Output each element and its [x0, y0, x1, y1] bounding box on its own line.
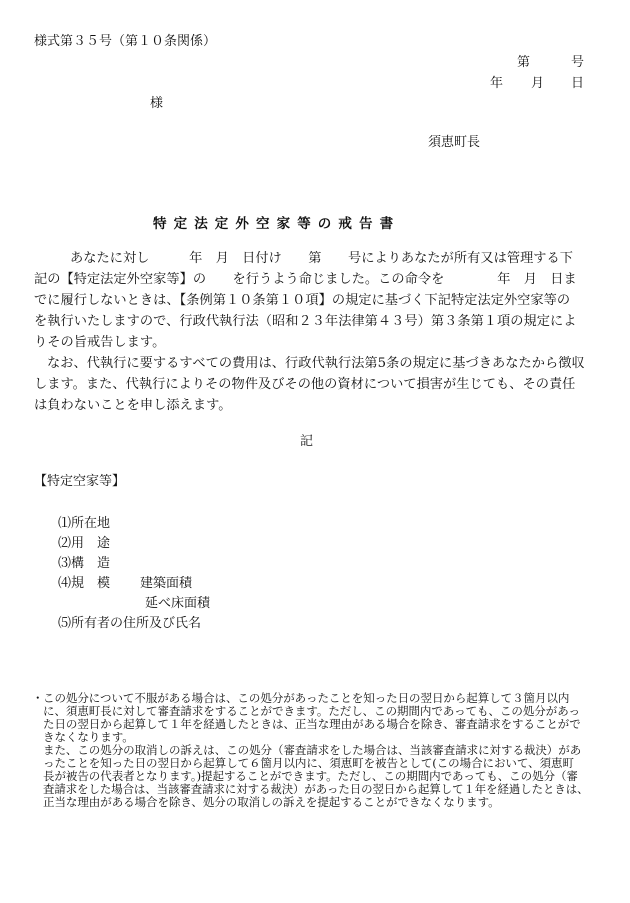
ki-heading: 記: [300, 434, 314, 449]
notice-line: ったことを知った日の翌日から起算して６箇月以内に、須恵町を被告として(この場合において、須恵町: [43, 756, 574, 770]
item-total-floor-area: 延べ床面積: [145, 596, 211, 611]
document-title: 特定法定外空家等の戒告書: [153, 216, 401, 232]
body-line: します。また、代執行によりその物件及びその他の資材について損害が生じても、その責任: [34, 377, 576, 392]
item-use: ⑵用 途: [58, 536, 111, 551]
notice-line: 長が被告の代表者となります。)提起することができます。ただし、この期間内であっても、この処分（審: [43, 769, 578, 783]
notice-line: に、須恵町長に対して審査請求をすることができます。ただし、この期間内であっても、この処分があっ: [43, 704, 580, 718]
body-line: は負わないことを申し添えます。: [34, 398, 232, 413]
doc-number-suffix: 号: [571, 55, 585, 70]
date-month: 月: [531, 76, 545, 91]
form-number: 様式第３５号（第１０条関係）: [34, 34, 217, 49]
date-year: 年: [490, 76, 504, 91]
issuer: 須恵町長: [428, 135, 481, 150]
notice-line: また、この処分の取消しの訴えは、この処分（審査請求をした場合は、当該審査請求に対する裁決）があ: [43, 743, 582, 757]
item-building-area: 建築面積: [140, 576, 193, 591]
item-scale: ⑷規 模: [58, 576, 111, 591]
notice-line: この処分について不服がある場合は、この処分があったことを知った日の翌日から起算して３箇月以内: [43, 691, 570, 705]
body-line: でに履行しないときは、【条例第１０条第１０項】の規定に基づく下記特定法定外空家等の: [34, 293, 571, 308]
notice-line: きなくなります。: [43, 730, 134, 744]
body-line: を執行いたしますので、行政代執行法（昭和２３年法律第４３号）第３条第１項の規定によ: [34, 314, 577, 329]
body-line: あなたに対し 年 月 日付け 第 号によりあなたが所有又は管理する下: [70, 251, 574, 266]
body-line: りその旨戒告します。: [34, 335, 166, 350]
section-heading: 【特定空家等】: [34, 474, 126, 489]
body-line: なお、代執行に要するすべての費用は、行政代執行法第5条の規定に基づきあなたから徴収: [47, 356, 585, 371]
body-line: 記の【特定法定外空家等】の を行うよう命じました。この命令を 年 月 日ま: [34, 272, 577, 287]
notice-line: 正当な理由がある場合を除き、処分の取消しの訴えを提起することができなくなります。: [43, 795, 500, 809]
notice-bullet: ・: [32, 691, 44, 705]
item-location: ⑴所在地: [58, 516, 111, 531]
notice-line: 査請求をした場合は、当該審査請求に対する裁決）があった日の翌日から起算して１年を経過したときは、: [43, 782, 589, 796]
notice-line: た日の翌日から起算して１年を経過したときは、正当な理由がある場合を除き、審査請求をすることがで: [43, 717, 581, 731]
item-structure: ⑶構 造: [58, 556, 111, 571]
addressee-suffix: 様: [150, 96, 164, 111]
item-owner: ⑸所有者の住所及び氏名: [58, 616, 202, 631]
date-day: 日: [571, 76, 585, 91]
doc-number-prefix: 第: [517, 55, 531, 70]
